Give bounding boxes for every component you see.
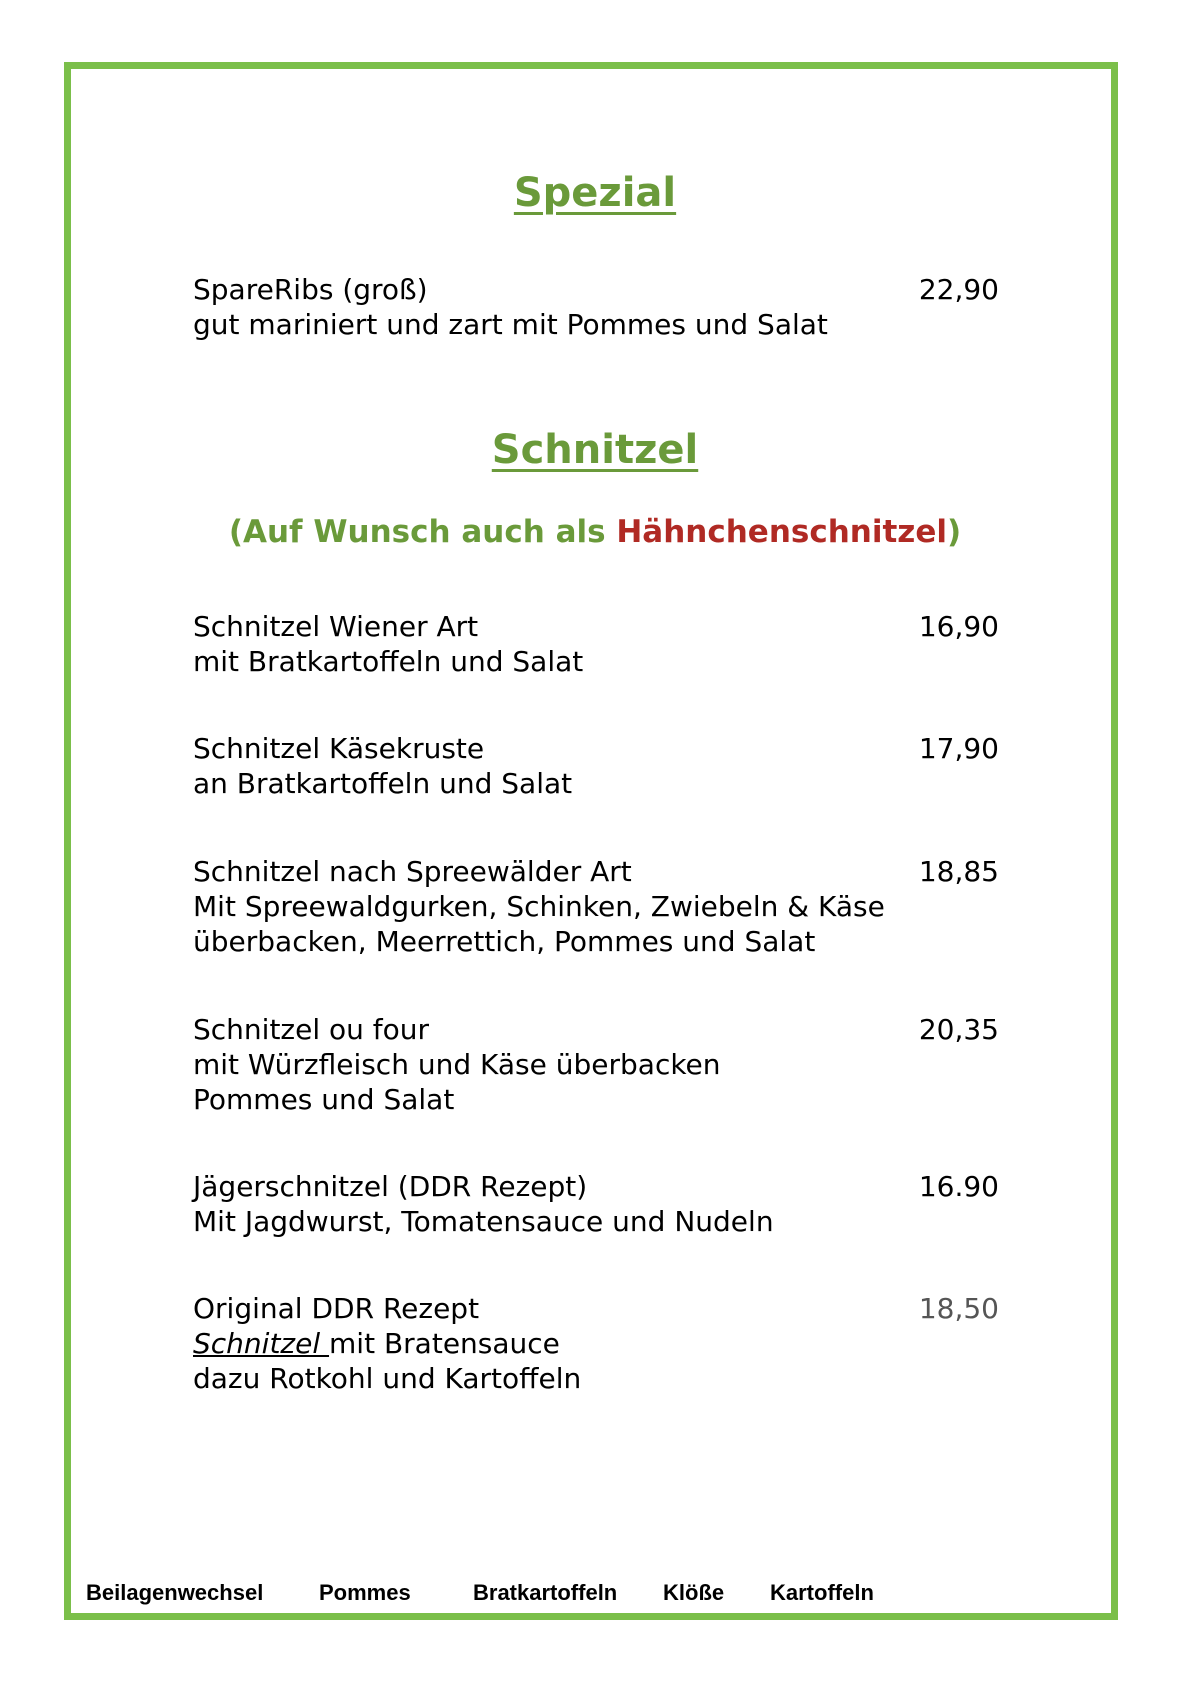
menu-item-price: 18,85 [918,855,999,888]
note-prefix: (Auf Wunsch auch als [228,514,617,550]
menu-item-description: Pommes und Salat [193,1083,455,1116]
menu-item-schnitzel-wiener-art [193,609,999,679]
menu-item-price: 20,35 [918,1013,999,1046]
menu-item-price: 17,90 [918,732,999,765]
menu-item-description: überbacken, Meerrettich, Pommes und Salat [193,925,816,958]
note-highlight: Hähnchenschnitzel [616,514,948,550]
menu-item-price: 16.90 [918,1170,999,1203]
menu-item-name: Original DDR Rezept [193,1292,480,1325]
menu-item-name: Schnitzel nach Spreewälder Art [193,855,632,888]
menu-item-description [193,1326,999,1361]
menu-item-description: dazu Rotkohl und Kartoffeln [193,1362,582,1395]
section-title-schnitzel: Schnitzel [491,427,699,473]
section-title-spezial: Spezial [513,170,677,216]
side-dish-option: Bratkartoffeln [473,1580,618,1605]
side-dish-label: Beilagenwechsel [86,1580,264,1605]
menu-item-name: Schnitzel Wiener Art [193,610,479,643]
menu-item-price: 16,90 [918,610,999,643]
schnitzel-note [0,514,1190,550]
emphasized-word: Schnitzel [193,1327,330,1360]
menu-item-original-ddr-rezept [193,1291,999,1396]
side-dish-option: Klöße [663,1580,725,1605]
side-dish-option: Pommes [319,1580,411,1605]
description-rest: mit Bratensauce [329,1327,560,1360]
menu-item-price: 18,50 [918,1292,999,1325]
menu-item-jaegerschnitzel [193,1169,999,1239]
menu-item-name: Jägerschnitzel (DDR Rezept) [193,1170,588,1203]
menu-item-description: mit Würzfleisch und Käse überbacken [193,1048,721,1081]
menu-item-description: gut mariniert und zart mit Pommes und Salat [193,308,828,341]
menu-item-description: Mit Spreewaldgurken, Schinken, Zwiebeln & Käse [193,890,885,923]
menu-item-price: 22,90 [918,273,999,306]
menu-item-description: Mit Jagdwurst, Tomatensauce und Nudeln [193,1205,774,1238]
menu-item-name: Schnitzel ou four [193,1013,430,1046]
menu-item-schnitzel-kaesekruste [193,731,999,801]
menu-item-schnitzel-spreewaelder-art [193,854,999,959]
menu-item-spareribs [193,272,999,342]
side-dish-option: Kartoffeln [770,1580,874,1605]
menu-item-description: mit Bratkartoffeln und Salat [193,645,584,678]
menu-item-description: an Bratkartoffeln und Salat [193,767,573,800]
menu-item-schnitzel-ou-four [193,1012,999,1117]
menu-item-name: Schnitzel Käsekruste [193,732,485,765]
note-suffix: ) [947,514,962,550]
menu-item-name: SpareRibs (groß) [193,273,428,306]
